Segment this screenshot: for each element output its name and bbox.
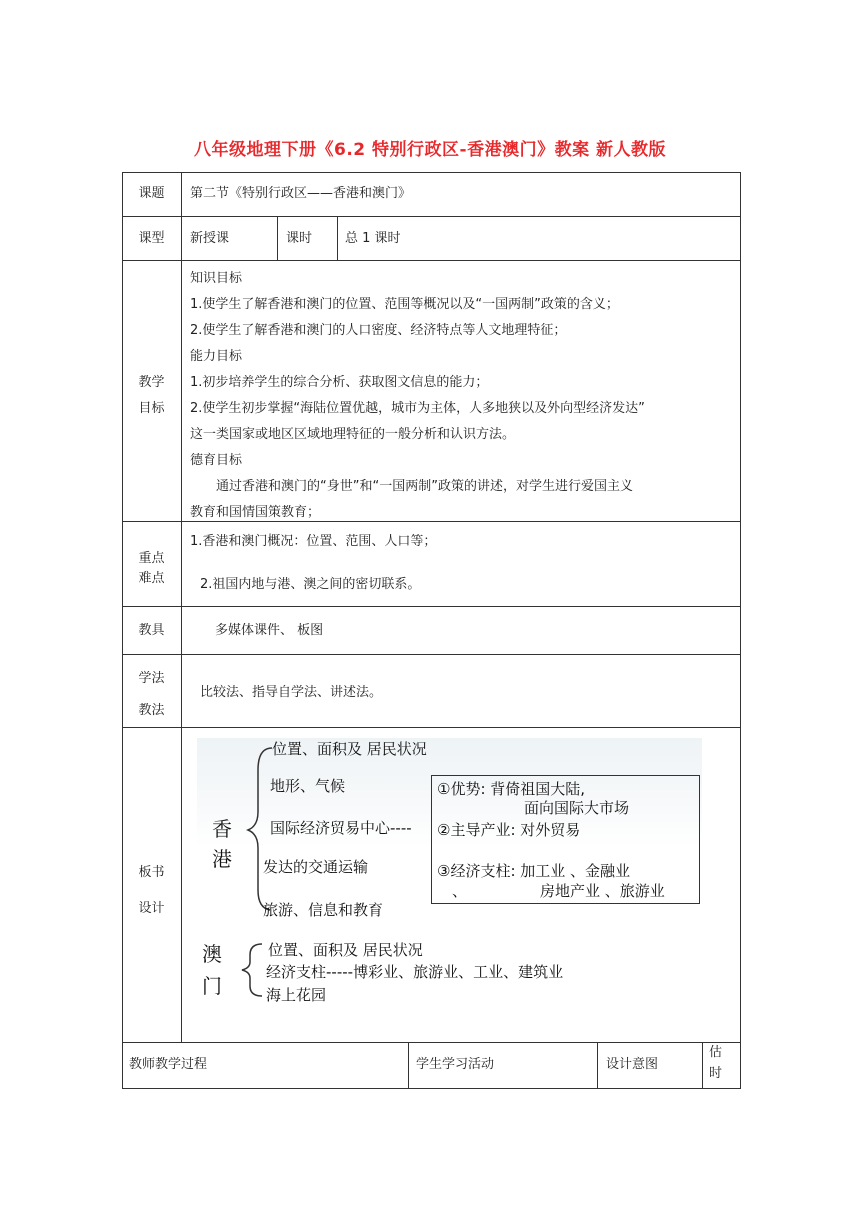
box-line: ③经济支柱: 加工业 、金融业 — [437, 862, 631, 880]
key-line-2: 2.祖国内地与港、澳之间的密切联系。 — [200, 577, 421, 592]
goals-line: 这一类国家或地区区域地理特征的一般分析和认识方法。 — [190, 427, 516, 442]
tools-label: 教具 — [138, 623, 165, 638]
process-col-intent: 设计意图 — [606, 1057, 659, 1072]
document-title: 八年级地理下册《6.2 特别行政区-香港澳门》教案 新人教版 — [193, 140, 666, 160]
hours-label: 课时 — [286, 231, 313, 246]
goals-line: 德育目标 — [190, 453, 243, 468]
hk-char-2: 港 — [212, 847, 232, 871]
type-value: 新授课 — [190, 231, 230, 246]
goals-line: 通过香港和澳门的“身世”和“一国两制”政策的讲述，对学生进行爱国主义 — [216, 479, 633, 494]
process-col-time-2: 时 — [709, 1066, 723, 1081]
key-label-2: 难点 — [138, 571, 165, 586]
mo-char-1: 澳 — [202, 942, 222, 966]
key-line-1: 1.香港和澳门概况：位置、范围、人口等； — [190, 534, 437, 549]
board-label-1: 板书 — [138, 865, 165, 880]
key-label-1: 重点 — [138, 551, 165, 566]
box-line: 、 — [452, 882, 468, 900]
type-label: 课型 — [138, 231, 165, 246]
goals-label-2: 目标 — [138, 401, 165, 416]
topic-value: 第二节《特别行政区——香港和澳门》 — [190, 186, 412, 201]
hk-item: 国际经济贸易中心---- — [270, 819, 412, 837]
tools-value: 多媒体课件、 板图 — [215, 623, 324, 638]
goals-line: 2.使学生了解香港和澳门的人口密度、经济特点等人文地理特征； — [190, 323, 567, 338]
box-line: ②主导产业: 对外贸易 — [437, 821, 581, 839]
process-col-teacher: 教师教学过程 — [129, 1057, 208, 1072]
board-label-2: 设计 — [138, 901, 165, 916]
mo-item: 经济支柱-----博彩业、旅游业、工业、建筑业 — [266, 963, 564, 981]
process-col-student: 学生学习活动 — [416, 1057, 495, 1072]
goals-line: 能力目标 — [190, 349, 243, 364]
box-line: 面向国际大市场 — [524, 799, 630, 817]
goals-line: 1.初步培养学生的综合分析、获取图文信息的能力； — [190, 375, 489, 390]
hk-item: 位置、面积及 居民状况 — [272, 740, 427, 758]
goals-line: 2.使学生初步掌握“海陆位置优越，城市为主体，人多地狭以及外向型经济发达” — [190, 401, 645, 416]
hk-item: 地形、气候 — [270, 777, 346, 795]
macau-brace — [242, 944, 262, 996]
topic-label: 课题 — [138, 186, 165, 201]
methods-label-2: 教法 — [138, 703, 165, 718]
methods-label-1: 学法 — [138, 671, 165, 686]
hk-item: 发达的交通运输 — [263, 858, 369, 876]
goals-line: 1.使学生了解香港和澳门的位置、范围等概况以及“一国两制”政策的含义； — [190, 297, 619, 312]
goals-line: 教育和国情国策教育； — [190, 505, 321, 520]
hours-value: 总 1 课时 — [345, 231, 401, 246]
goals-label-1: 教学 — [138, 375, 165, 390]
mo-char-2: 门 — [202, 974, 222, 998]
mo-item: 海上花园 — [266, 986, 327, 1004]
goals-line: 知识目标 — [190, 271, 243, 286]
mo-item: 位置、面积及 居民状况 — [268, 941, 423, 959]
hk-item: 旅游、信息和教育 — [263, 901, 384, 919]
process-col-time-1: 估 — [709, 1045, 723, 1060]
hk-char-1: 香 — [212, 817, 232, 841]
methods-value: 比较法、指导自学法、讲述法。 — [200, 685, 383, 700]
hong-kong-brace — [248, 748, 272, 910]
box-line: 房地产业 、旅游业 — [540, 882, 665, 900]
box-line: ①优势: 背倚祖国大陆, — [437, 780, 586, 798]
